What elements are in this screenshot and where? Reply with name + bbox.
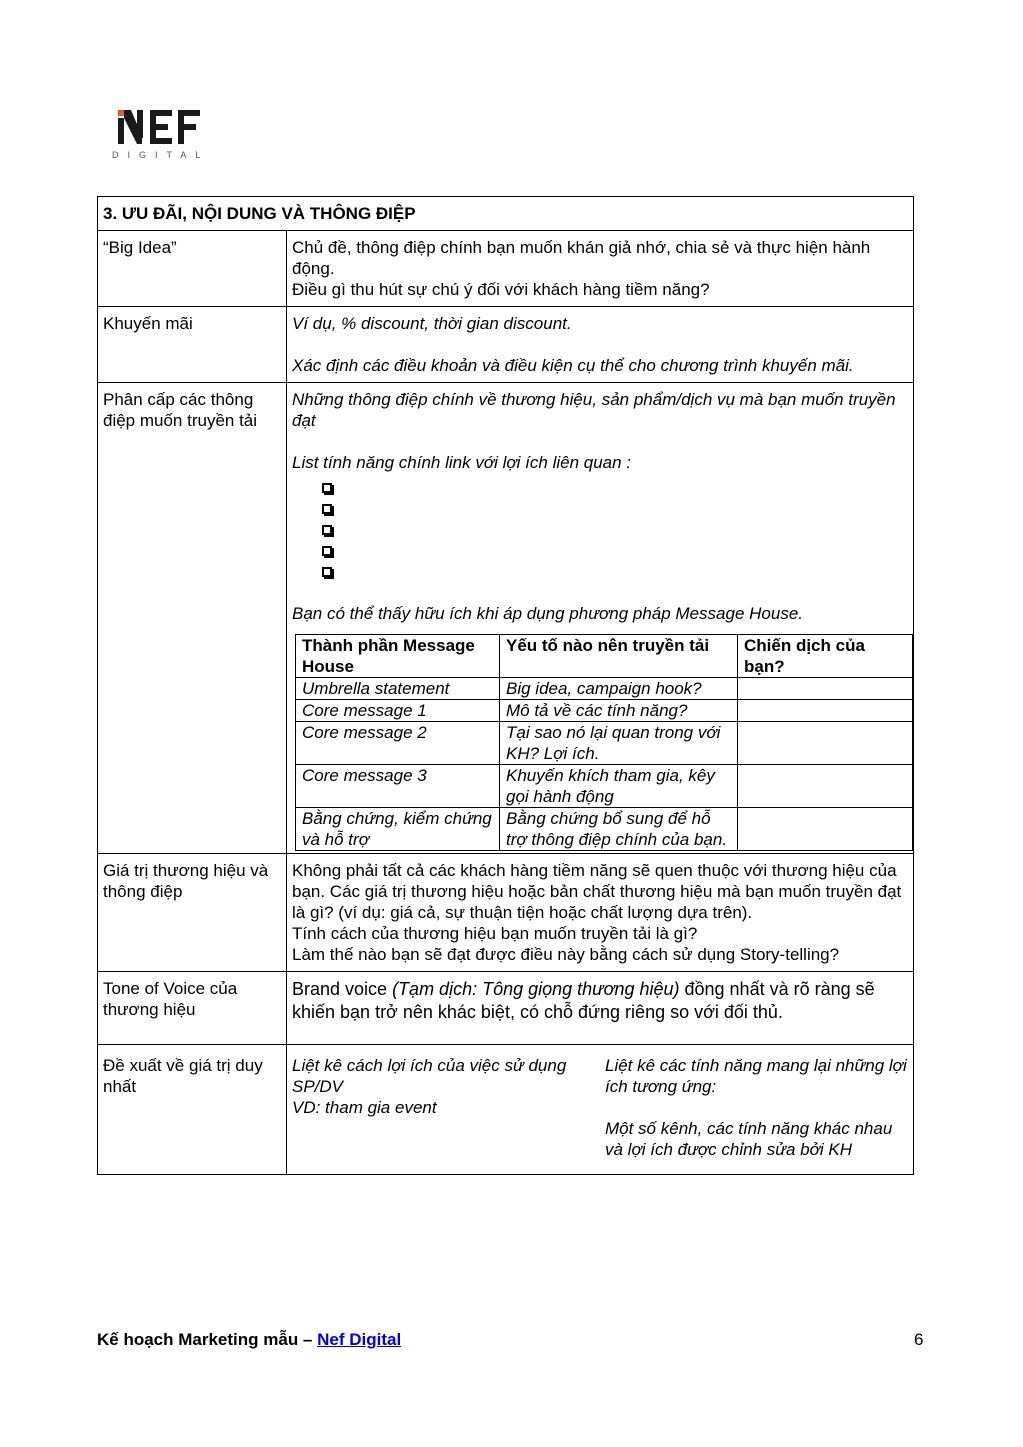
row-big-idea: [98, 231, 914, 307]
usp-left-column: [292, 1055, 605, 1160]
hierarchy-line1: Những thông điệp chính về thương hiệu, sản phẩm/dịch vụ mà bạn muốn truyền đạt: [292, 390, 896, 430]
checkbox-icon[interactable]: [322, 525, 332, 535]
mh-campaign-cell[interactable]: [738, 678, 913, 700]
mh-header-component: Thành phần Message House: [296, 635, 500, 678]
mh-cell: Bằng chứng, kiểm chứng và hỗ trợ: [296, 808, 500, 851]
big-idea-line1: Chủ đề, thông điệp chính bạn muốn khán giả nhớ, chia sẻ và thực hiện hành động.: [292, 238, 871, 278]
hierarchy-content: [287, 383, 914, 854]
promo-label: Khuyến mãi: [98, 307, 287, 383]
row-usp: [98, 1045, 914, 1175]
mh-cell: Mô tả về các tính năng?: [500, 700, 738, 722]
checkbox-icon[interactable]: [322, 567, 332, 577]
brand-values-line2: Tính cách của thương hiệu bạn muốn truyền tải là gì?: [292, 924, 698, 943]
mh-cell: Umbrella statement: [296, 678, 500, 700]
mh-cell: Core message 1: [296, 700, 500, 722]
checklist-item[interactable]: [322, 519, 913, 540]
promo-line1: Ví dụ, % discount, thời gian discount.: [292, 314, 572, 333]
mh-campaign-cell[interactable]: [738, 722, 913, 765]
usp-right1: Liệt kê các tính năng mang lại những lợi ích tương ứng:: [605, 1056, 907, 1096]
mh-campaign-cell[interactable]: [738, 700, 913, 722]
big-idea-content: [287, 231, 914, 307]
section-header-row: [98, 197, 914, 231]
mh-header-element: Yếu tố nào nên truyền tải: [500, 635, 738, 678]
usp-label: Đề xuất về giá trị duy nhất: [98, 1045, 287, 1175]
row-brand-values: [98, 854, 914, 972]
tone-content: [287, 972, 914, 1045]
tone-label: Tone of Voice của thương hiệu: [98, 972, 287, 1045]
footer-link[interactable]: Nef Digital: [317, 1330, 402, 1349]
mh-header-campaign: Chiến dịch của bạn?: [738, 635, 913, 678]
usp-right-column: [605, 1055, 908, 1160]
row-promo: [98, 307, 914, 383]
mh-cell: Core message 3: [296, 765, 500, 808]
message-house-table: [295, 634, 913, 851]
mh-cell: Khuyến khích tham gia, kêy gọi hành động: [500, 765, 738, 808]
promo-line2: Xác định các điều khoản và điều kiện cụ thể cho chương trình khuyến mãi.: [292, 356, 854, 375]
table-row: [296, 722, 913, 765]
usp-left1: Liệt kê cách lợi ích của việc sử dụng SP/DV: [292, 1056, 567, 1096]
mh-cell: Core message 2: [296, 722, 500, 765]
big-idea-line2: Điều gì thu hút sự chú ý đối với khách hàng tiềm năng?: [292, 280, 710, 299]
mh-cell: Bằng chứng bổ sung để hỗ trợ thông điệp chính của bạn.: [500, 808, 738, 851]
mh-cell: Big idea, campaign hook?: [500, 678, 738, 700]
messaging-table: [97, 196, 914, 1175]
footer: [97, 1330, 401, 1350]
usp-left2: VD: tham gia event: [292, 1098, 437, 1117]
logo-subtitle: DIGITAL: [112, 150, 210, 160]
checklist-item[interactable]: [322, 498, 913, 519]
tone-part2: (Tạm dịch: Tông giọng thương hiệu): [392, 979, 680, 999]
brand-values-content: [287, 854, 914, 972]
nef-logo-icon: [104, 96, 212, 152]
mh-cell: Tại sao nó lại quan trong với KH? Lợi ích.: [500, 722, 738, 765]
hierarchy-line2: List tính năng chính link với lợi ích liên quan :: [292, 453, 632, 472]
row-hierarchy: [98, 383, 914, 854]
hierarchy-line3: Bạn có thể thấy hữu ích khi áp dụng phương pháp Message House.: [292, 604, 803, 623]
table-row: [296, 678, 913, 700]
tone-part3: đồng nhất và rõ ràng sẽ khiến bạn trở nên khác biệt, có chỗ đứng riêng so với đối thủ.: [292, 979, 875, 1022]
mh-campaign-cell[interactable]: [738, 808, 913, 851]
footer-text: Kế hoạch Marketing mẫu –: [97, 1330, 318, 1349]
row-tone: [98, 972, 914, 1045]
checkbox-icon[interactable]: [322, 504, 332, 514]
brand-values-line1: Không phải tất cả các khách hàng tiềm năng sẽ quen thuộc với thương hiệu của bạn. Các giá trị thương hiệu hoặc bản chất thương hiệu mà bạn muốn truyền đạt là gì? (ví dụ: giá cả, sự thuận tiện hoặc chất lượng dựa trên).: [292, 861, 902, 922]
mh-campaign-cell[interactable]: [738, 765, 913, 808]
checklist-item[interactable]: [322, 477, 913, 498]
brand-values-line3: Làm thế nào bạn sẽ đạt được điều này bằng cách sử dụng Story-telling?: [292, 945, 840, 964]
checkbox-icon[interactable]: [322, 483, 332, 493]
feature-checklist: [292, 477, 913, 582]
checkbox-icon[interactable]: [322, 546, 332, 556]
checklist-item[interactable]: [322, 561, 913, 582]
promo-content: [287, 307, 914, 383]
usp-content: [287, 1045, 914, 1175]
checklist-item[interactable]: [322, 540, 913, 561]
page-number: 6: [914, 1330, 924, 1349]
message-house-header: [296, 635, 913, 678]
table-row: [296, 808, 913, 851]
usp-right2: Một số kênh, các tính năng khác nhau và lợi ích được chỉnh sửa bởi KH: [605, 1119, 893, 1159]
table-row: [296, 700, 913, 722]
tone-part1: Brand voice: [292, 979, 393, 999]
section-title: 3. ƯU ĐÃI, NỘI DUNG VÀ THÔNG ĐIỆP: [98, 197, 914, 231]
hierarchy-label: Phân cấp các thông điệp muốn truyền tải: [98, 383, 287, 854]
table-row: [296, 765, 913, 808]
big-idea-label: “Big Idea”: [98, 231, 287, 307]
brand-values-label: Giá trị thương hiệu và thông điệp: [98, 854, 287, 972]
